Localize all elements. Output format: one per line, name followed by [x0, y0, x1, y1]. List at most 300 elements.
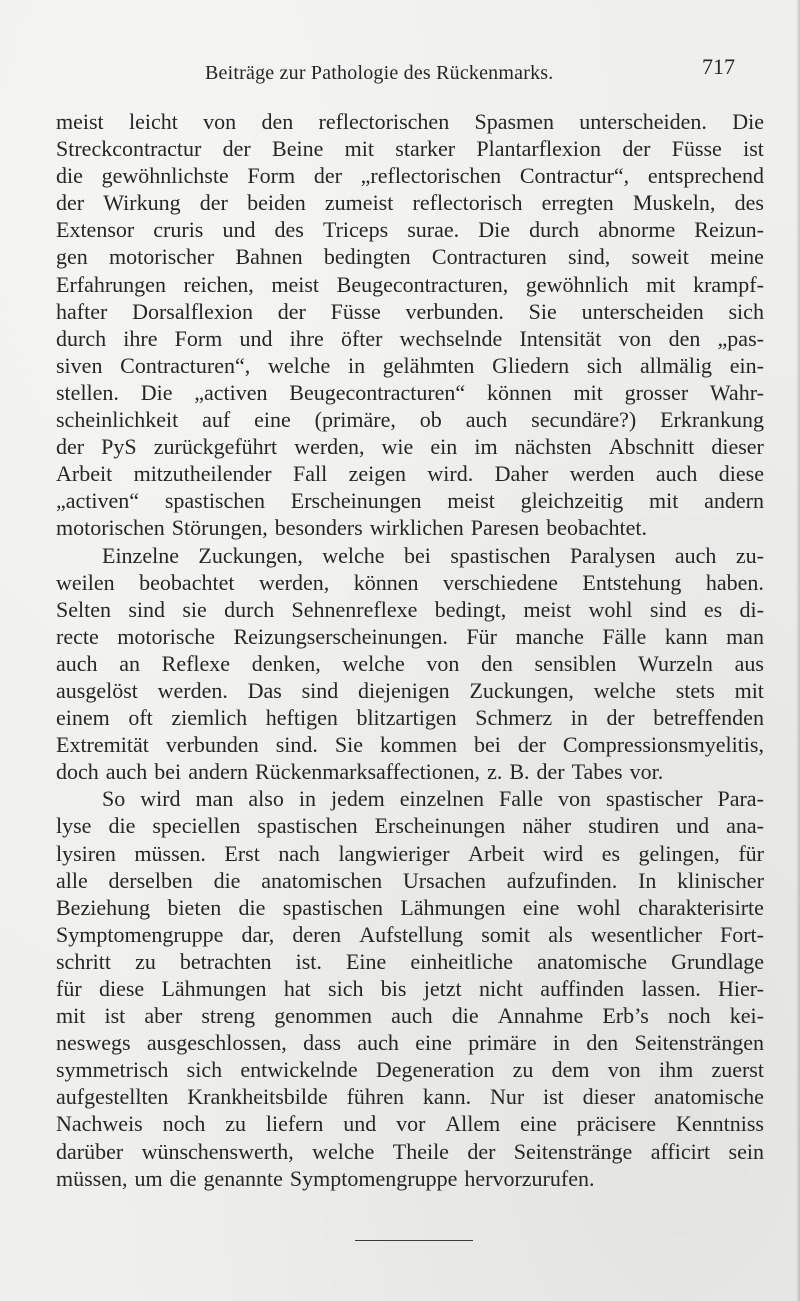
- text-line: [56, 1029, 764, 1056]
- word: mit: [734, 677, 764, 703]
- word: Lähmungen: [400, 894, 506, 920]
- word: cruris: [153, 217, 204, 243]
- word: auf: [202, 407, 231, 433]
- word: der: [536, 759, 565, 785]
- word: an: [119, 650, 140, 676]
- word: gelingen,: [638, 840, 720, 866]
- word: liefern: [265, 1111, 324, 1137]
- word: meine: [710, 244, 764, 270]
- word: dass: [303, 1030, 342, 1056]
- word: der: [622, 136, 651, 162]
- word: Erkrankung: [660, 407, 764, 433]
- word: können: [353, 569, 419, 595]
- word: und: [222, 217, 256, 243]
- word: Fort-: [719, 921, 764, 947]
- word: reflectorisch: [412, 190, 523, 216]
- word: gewöhnlich: [525, 271, 629, 297]
- word: di-: [739, 596, 764, 622]
- word: Sie: [334, 732, 363, 758]
- word: Paralysen: [569, 542, 656, 568]
- word: Compressionsmyelitis,: [562, 732, 764, 758]
- word: von: [557, 786, 591, 812]
- text-line: [56, 298, 764, 325]
- word: Wirkung: [103, 190, 181, 216]
- word: Rückenmarksaffectionen,: [255, 759, 481, 785]
- word: (primäre,: [314, 407, 396, 433]
- word: motorischer: [109, 244, 215, 270]
- word: entwickelnde: [240, 1057, 358, 1083]
- word: die: [108, 813, 136, 839]
- word: Muskeln,: [632, 190, 716, 216]
- word: wesentlicher: [590, 921, 702, 947]
- text-line: [56, 406, 764, 433]
- word: Abschnitt: [608, 434, 695, 460]
- word: Grundlage: [671, 948, 764, 974]
- word: verbunden: [165, 732, 259, 758]
- word: der: [313, 163, 342, 189]
- word: reflectorischen: [318, 109, 450, 134]
- word: verschiedene: [443, 569, 558, 595]
- word: bei: [404, 542, 431, 568]
- word: Erscheinungen: [374, 813, 506, 839]
- word: anatomische: [653, 1084, 764, 1110]
- word: Erscheinungen: [290, 488, 422, 514]
- text-line: [56, 189, 764, 216]
- word: speciellen: [152, 813, 241, 839]
- word: der: [199, 190, 228, 216]
- word: Dorsalflexion: [132, 298, 254, 324]
- word: der: [517, 732, 546, 758]
- word: auch: [56, 650, 98, 676]
- word: sind,: [568, 244, 611, 270]
- word: Nur: [489, 1084, 525, 1110]
- word: bieten: [167, 894, 222, 920]
- word: Für: [466, 623, 497, 649]
- word: nächsten: [514, 434, 592, 460]
- word: kommen: [379, 732, 457, 758]
- word: Contracturen: [431, 244, 547, 270]
- word: in: [298, 786, 316, 812]
- word: beobachtet: [139, 569, 235, 595]
- text-line: [56, 1110, 764, 1137]
- word: Contractur“,: [519, 163, 630, 189]
- word: weilen: [56, 569, 115, 595]
- text-line: [56, 758, 764, 785]
- word: also: [248, 786, 284, 812]
- word: ausgeschlossen,: [146, 1030, 287, 1056]
- word: Störungen,: [171, 515, 268, 541]
- word: Arbeit: [56, 461, 113, 487]
- word: gelähmten: [382, 352, 475, 378]
- word: welche: [342, 650, 405, 676]
- word: welche: [322, 542, 385, 568]
- word: mit: [649, 488, 679, 514]
- word: anatomischen: [261, 867, 383, 893]
- word: symmetrisch: [56, 1057, 169, 1083]
- text-line: [56, 731, 764, 758]
- word: zurückgeführt: [153, 434, 278, 460]
- word: Erst: [224, 840, 260, 866]
- text-line: [56, 216, 764, 243]
- word: einheitliche: [410, 948, 514, 974]
- word: Erb’s: [602, 1003, 649, 1029]
- word: Reizun-: [694, 217, 764, 243]
- word: In: [638, 867, 657, 893]
- word: in: [570, 705, 588, 731]
- word: aber: [144, 1003, 183, 1029]
- word: wirklichen: [369, 515, 464, 541]
- word: wird.: [427, 461, 474, 487]
- word: Seitensträngen: [634, 1030, 764, 1056]
- word: motorischen: [56, 515, 165, 541]
- word: bis: [380, 976, 407, 1001]
- word: werden.: [157, 677, 228, 703]
- word: Paresen: [470, 515, 540, 541]
- word: deren: [292, 921, 342, 947]
- text-line: [56, 460, 764, 487]
- word: den: [481, 650, 513, 676]
- word: wechselnde: [399, 325, 503, 351]
- word: andern: [188, 759, 249, 785]
- text-line: [56, 243, 764, 270]
- word: „activen“: [56, 488, 140, 514]
- word: für: [56, 976, 82, 1001]
- text-line: [56, 975, 764, 1002]
- word: diese: [98, 976, 145, 1001]
- text-line: [56, 1002, 764, 1029]
- text-line: [56, 1165, 764, 1192]
- word: verbunden.: [405, 298, 504, 324]
- word: wird: [542, 840, 584, 866]
- word: Falle: [499, 786, 543, 812]
- word: unterscheiden.: [579, 109, 707, 134]
- text-line: [56, 840, 764, 867]
- word: ihre: [289, 325, 324, 351]
- word: präcisere: [576, 1111, 657, 1137]
- word: durch: [56, 325, 107, 351]
- word: der: [222, 136, 251, 162]
- text-line: [56, 650, 764, 677]
- word: bei: [473, 732, 501, 758]
- word: öfter: [340, 325, 383, 351]
- word: somit: [481, 921, 531, 947]
- word: hafter: [56, 298, 108, 324]
- word: Wurzeln: [638, 650, 713, 676]
- word: doch: [56, 759, 99, 785]
- word: Nachweis: [56, 1111, 143, 1137]
- word: zumeist: [324, 190, 394, 216]
- word: die: [451, 1003, 479, 1029]
- word: um: [134, 1165, 163, 1191]
- word: der: [606, 705, 635, 731]
- word: Lähmungen: [161, 976, 267, 1001]
- word: auch: [357, 1030, 399, 1056]
- word: abnorme: [598, 217, 676, 243]
- word: Hier-: [718, 976, 764, 1001]
- word: Bahnen: [235, 244, 303, 270]
- word: man: [195, 786, 234, 812]
- word: diejenigen: [358, 677, 450, 703]
- word: im: [474, 434, 498, 460]
- word: nicht: [478, 976, 523, 1001]
- word: „activen: [194, 379, 268, 405]
- word: Symptomengruppe: [56, 921, 224, 947]
- word: ist.: [295, 948, 322, 974]
- word: des: [274, 217, 304, 243]
- word: können: [486, 379, 552, 405]
- word: Form: [247, 163, 296, 189]
- word: Intensität: [519, 325, 602, 351]
- word: vor: [396, 1111, 426, 1137]
- word: Aufstellung: [359, 921, 464, 947]
- word: Schmerz: [475, 705, 553, 731]
- word: secundäre?): [531, 407, 637, 433]
- text-line: [56, 623, 764, 650]
- word: leicht: [128, 109, 178, 134]
- word: zu: [225, 1111, 247, 1137]
- word: als: [548, 921, 573, 947]
- word: Daher: [494, 461, 549, 487]
- text-line: [56, 135, 764, 162]
- word: Wahr-: [709, 379, 764, 405]
- word: scheinlichkeit: [56, 407, 179, 433]
- word: Entstehung: [582, 569, 682, 595]
- word: in: [552, 1030, 571, 1056]
- word: Fall: [293, 461, 328, 487]
- word: Plantarflexion: [476, 136, 602, 162]
- word: den: [586, 1030, 619, 1056]
- word: primäre: [468, 1030, 537, 1056]
- word: eine: [522, 894, 560, 920]
- word: anatomische: [537, 948, 648, 974]
- word: ihre: [123, 325, 158, 351]
- word: sich: [728, 298, 764, 324]
- word: einzelnen: [399, 786, 485, 812]
- word: Beziehung: [56, 894, 151, 920]
- word: spastischen: [257, 813, 358, 839]
- running-title: Beiträge zur Pathologie des Rückenmarks.: [205, 62, 554, 84]
- word: wohl: [576, 894, 621, 920]
- word: in: [347, 352, 366, 378]
- word: sind: [649, 596, 687, 622]
- word: für: [738, 840, 764, 866]
- word: man: [726, 623, 764, 649]
- word: es: [601, 840, 621, 866]
- word: meist: [523, 596, 572, 622]
- end-divider-rule: [355, 1240, 473, 1241]
- text-line: [56, 569, 764, 596]
- word: allmälig: [639, 352, 713, 378]
- text-line: [56, 1138, 764, 1165]
- word: Streckcontractur: [56, 136, 202, 162]
- word: blitzartigen: [356, 705, 457, 731]
- word: Seitenstränge: [513, 1138, 633, 1164]
- word: denken,: [251, 650, 321, 676]
- word: heftigen: [265, 705, 338, 731]
- word: eine: [520, 1111, 557, 1137]
- word: betreffenden: [653, 705, 764, 731]
- word: den: [261, 109, 294, 134]
- word: Zuckungen,: [198, 542, 303, 568]
- word: aufgestellten: [56, 1084, 169, 1110]
- word: Einzelne: [102, 542, 179, 568]
- word: darüber: [56, 1138, 124, 1164]
- word: grosser: [624, 379, 689, 405]
- text-line: [56, 433, 764, 460]
- word: Reflexe: [161, 650, 231, 676]
- word: zu-: [735, 542, 764, 568]
- word: sich: [586, 352, 623, 378]
- word: ein-: [729, 352, 764, 378]
- text-line: [56, 271, 764, 298]
- word: Para-: [717, 786, 764, 812]
- word: wohl: [588, 596, 633, 622]
- word: auch: [465, 407, 508, 433]
- word: kei-: [729, 1003, 764, 1029]
- word: Sie: [528, 298, 557, 324]
- word: ist: [104, 1003, 126, 1029]
- word: ist: [542, 1084, 564, 1110]
- word: lassen.: [641, 976, 701, 1001]
- word: Form: [174, 325, 223, 351]
- word: sie: [182, 596, 207, 622]
- text-line: [56, 867, 764, 894]
- word: von: [607, 1057, 641, 1083]
- word: soweit: [631, 244, 689, 270]
- word: Zuckungen,: [469, 677, 574, 703]
- text-line: [56, 108, 764, 135]
- word: Ursachen: [402, 867, 486, 893]
- word: bei: [154, 759, 182, 785]
- word: von: [618, 325, 652, 351]
- word: genommen: [274, 1003, 372, 1029]
- word: spastischer: [605, 786, 703, 812]
- word: reichen,: [183, 271, 254, 297]
- word: führen: [346, 1084, 405, 1110]
- word: motorische: [117, 623, 215, 649]
- word: eine: [415, 1030, 452, 1056]
- word: unterscheiden: [581, 298, 704, 324]
- text-line: [56, 948, 764, 975]
- word: Theile: [392, 1138, 449, 1164]
- word: Kenntniss: [675, 1111, 764, 1137]
- word: jedem: [330, 786, 385, 812]
- word: ziemlich: [171, 705, 248, 731]
- word: müssen,: [56, 1165, 128, 1191]
- word: eine: [254, 407, 291, 433]
- word: Gliedern: [492, 352, 570, 378]
- word: mit: [646, 271, 676, 297]
- word: und: [343, 1111, 377, 1137]
- word: zeigen: [348, 461, 407, 487]
- page-header: [0, 54, 800, 88]
- word: meist: [271, 271, 320, 297]
- text-line: [56, 785, 764, 812]
- word: sind: [128, 596, 166, 622]
- word: von: [203, 109, 237, 134]
- page-edge-shadow: [796, 0, 800, 1301]
- word: der: [277, 298, 306, 324]
- word: zu: [512, 1057, 534, 1083]
- word: wie: [381, 434, 414, 460]
- word: sich: [186, 1057, 223, 1083]
- word: dem: [551, 1057, 590, 1083]
- word: ist: [743, 136, 764, 162]
- word: haben.: [705, 569, 764, 595]
- word: andern: [704, 488, 764, 514]
- word: werden,: [294, 434, 365, 460]
- word: der: [56, 434, 85, 460]
- word: Degeneration: [375, 1057, 495, 1083]
- word: spastischen: [164, 488, 266, 514]
- word: Beine: [272, 136, 324, 162]
- word: Die: [478, 217, 510, 243]
- word: zu: [135, 948, 156, 974]
- word: z.: [487, 759, 503, 785]
- word: diese: [718, 461, 764, 487]
- word: „reflectorischen: [360, 163, 502, 189]
- word: stellen.: [56, 379, 119, 405]
- word: kann.: [422, 1084, 472, 1110]
- word: streng: [201, 1003, 256, 1029]
- word: entsprechend: [647, 163, 764, 189]
- word: recte: [56, 623, 99, 649]
- text-line: [56, 352, 764, 379]
- word: jetzt: [423, 976, 462, 1001]
- word: auch: [674, 542, 717, 568]
- word: beobachtet.: [546, 515, 648, 541]
- text-line: [56, 487, 764, 514]
- word: vor.: [629, 759, 664, 785]
- word: ausgelöst: [56, 677, 138, 703]
- word: lyse: [56, 813, 92, 839]
- word: sind: [301, 677, 339, 703]
- word: B.: [509, 759, 530, 785]
- word: ihm: [658, 1057, 694, 1083]
- word: besonders: [274, 515, 363, 541]
- word: langwieriger: [338, 840, 450, 866]
- word: dieser: [582, 1084, 636, 1110]
- word: Triceps: [322, 217, 389, 243]
- word: spastischen: [282, 894, 383, 920]
- word: Krankheitsbilde: [187, 1084, 328, 1110]
- word: Extremität: [56, 732, 149, 758]
- word: mit: [573, 379, 603, 405]
- word: starker: [395, 136, 456, 162]
- word: noch: [162, 1111, 206, 1137]
- word: Allem: [445, 1111, 501, 1137]
- word: lysiren: [56, 840, 116, 866]
- word: gewöhnlichste: [101, 163, 229, 189]
- word: kann: [664, 623, 708, 649]
- word: gen: [56, 244, 88, 270]
- word: Erfahrungen: [56, 271, 166, 297]
- word: siven: [56, 352, 103, 378]
- word: Eine: [345, 948, 387, 974]
- word: die: [56, 163, 83, 189]
- word: welche: [312, 1138, 375, 1164]
- word: dieser: [711, 434, 764, 460]
- text-line: [56, 514, 764, 541]
- text-line: [56, 894, 764, 921]
- word: dar,: [241, 921, 275, 947]
- word: Extensor: [56, 217, 135, 243]
- text-line: [56, 325, 764, 352]
- text-line: [56, 1056, 764, 1083]
- word: des: [734, 190, 764, 216]
- word: ein: [430, 434, 458, 460]
- word: zuerst: [711, 1057, 764, 1083]
